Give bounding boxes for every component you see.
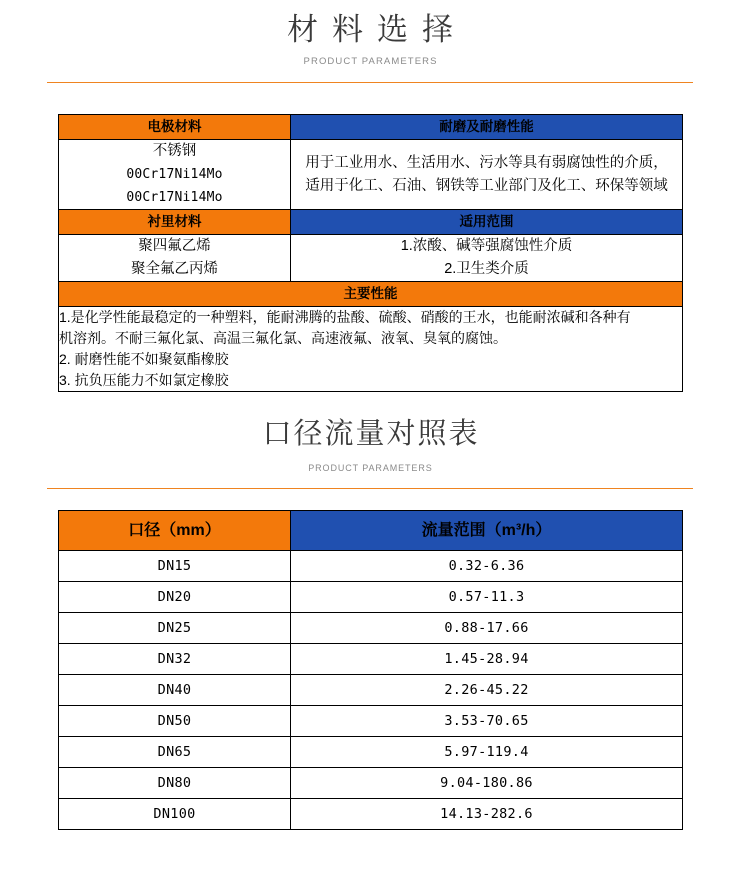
material-table-wrap	[58, 114, 682, 392]
flow-table-wrap	[58, 510, 682, 830]
table-row	[59, 582, 683, 613]
flow-range-cell: 3.53-70.65	[291, 706, 683, 737]
material-section-heading	[0, 0, 740, 69]
table-row	[59, 282, 683, 307]
flow-range-cell: 1.45-28.94	[291, 644, 683, 675]
main-performance-line-1: 1.是化学性能最稳定的一种塑料，能耐沸腾的盐酸、硫酸、硝酸的王水，也能耐浓碱和各种有	[59, 309, 631, 325]
flow-section-title: 口径流量对照表	[262, 418, 480, 450]
table-row	[59, 613, 683, 644]
table-row	[59, 675, 683, 706]
diameter-cell: DN50	[59, 706, 291, 737]
lining-material-line-2: 聚全氟乙丙烯	[131, 261, 218, 277]
table-row	[59, 551, 683, 582]
flow-range-cell: 0.88-17.66	[291, 613, 683, 644]
wear-resistance-line-1: 用于工业用水、生活用水、污水等具有弱腐蚀性的介质，	[305, 154, 668, 171]
diameter-cell: DN20	[59, 582, 291, 613]
flow-range-cell: 9.04-180.86	[291, 768, 683, 799]
electrode-material-value	[59, 140, 291, 210]
diameter-cell: DN40	[59, 675, 291, 706]
flow-divider-wrap	[0, 475, 740, 489]
flow-section-heading	[0, 415, 740, 475]
wear-resistance-value	[291, 140, 683, 210]
table-row	[59, 115, 683, 140]
material-section-subtitle: PRODUCT PARAMETERS	[303, 56, 438, 67]
table-row	[59, 799, 683, 830]
electrode-material-line-3: 00Cr17Ni14Mo	[126, 190, 223, 205]
flow-range-cell: 5.97-119.4	[291, 737, 683, 768]
table-row	[59, 737, 683, 768]
application-scope-line-2: 2.卫生类介质	[444, 261, 529, 277]
diameter-cell: DN100	[59, 799, 291, 830]
diameter-column-header: 口径（mm）	[59, 511, 291, 551]
table-row	[59, 706, 683, 737]
table-row	[59, 768, 683, 799]
electrode-material-line-1: 不锈钢	[152, 143, 197, 159]
main-performance-line-3: 2. 耐磨性能不如聚氨酯橡胶	[59, 351, 229, 367]
diameter-flow-table	[58, 510, 683, 830]
diameter-cell: DN65	[59, 737, 291, 768]
table-header-row	[59, 511, 683, 551]
electrode-material-header: 电极材料	[59, 115, 291, 140]
wear-resistance-line-2: 适用于化工、石油、钢铁等工业部门及化工、环保等领域	[305, 177, 668, 194]
flow-range-column-header: 流量范围（m³/h）	[291, 511, 683, 551]
diameter-cell: DN15	[59, 551, 291, 582]
flow-range-cell: 14.13-282.6	[291, 799, 683, 830]
table-row	[59, 210, 683, 235]
main-performance-line-2: 机溶剂。不耐三氟化氯、高温三氟化氯、高速液氟、液氧、臭氧的腐蚀。	[59, 330, 507, 346]
lining-material-value	[59, 235, 291, 282]
application-scope-header: 适用范围	[291, 210, 683, 235]
flow-range-cell: 2.26-45.22	[291, 675, 683, 706]
table-row	[59, 140, 683, 210]
electrode-material-line-2: 00Cr17Ni14Mo	[126, 167, 223, 182]
material-selection-table	[58, 114, 683, 392]
spacer-above-material-table	[0, 83, 740, 114]
lining-material-header: 衬里材料	[59, 210, 291, 235]
flow-range-cell: 0.57-11.3	[291, 582, 683, 613]
lining-material-line-1: 聚四氟乙烯	[138, 238, 211, 254]
main-performance-header: 主要性能	[59, 282, 683, 307]
material-section-title: 材料选择	[287, 12, 467, 47]
diameter-cell: DN25	[59, 613, 291, 644]
diameter-cell: DN32	[59, 644, 291, 675]
flow-range-cell: 0.32-6.36	[291, 551, 683, 582]
application-scope-line-1: 1.浓酸、碱等强腐蚀性介质	[400, 238, 573, 254]
spacer-below-material-table	[0, 392, 740, 415]
table-row	[59, 644, 683, 675]
flow-section-subtitle: PRODUCT PARAMETERS	[308, 463, 433, 473]
diameter-cell: DN80	[59, 768, 291, 799]
application-scope-value	[291, 235, 683, 282]
table-row	[59, 235, 683, 282]
main-performance-line-4: 3. 抗负压能力不如氯定橡胶	[59, 372, 229, 388]
table-row	[59, 307, 683, 392]
wear-resistance-header: 耐磨及耐磨性能	[291, 115, 683, 140]
spacer-above-flow-table	[0, 489, 740, 510]
main-performance-body	[59, 307, 683, 392]
material-divider-wrap	[0, 69, 740, 83]
